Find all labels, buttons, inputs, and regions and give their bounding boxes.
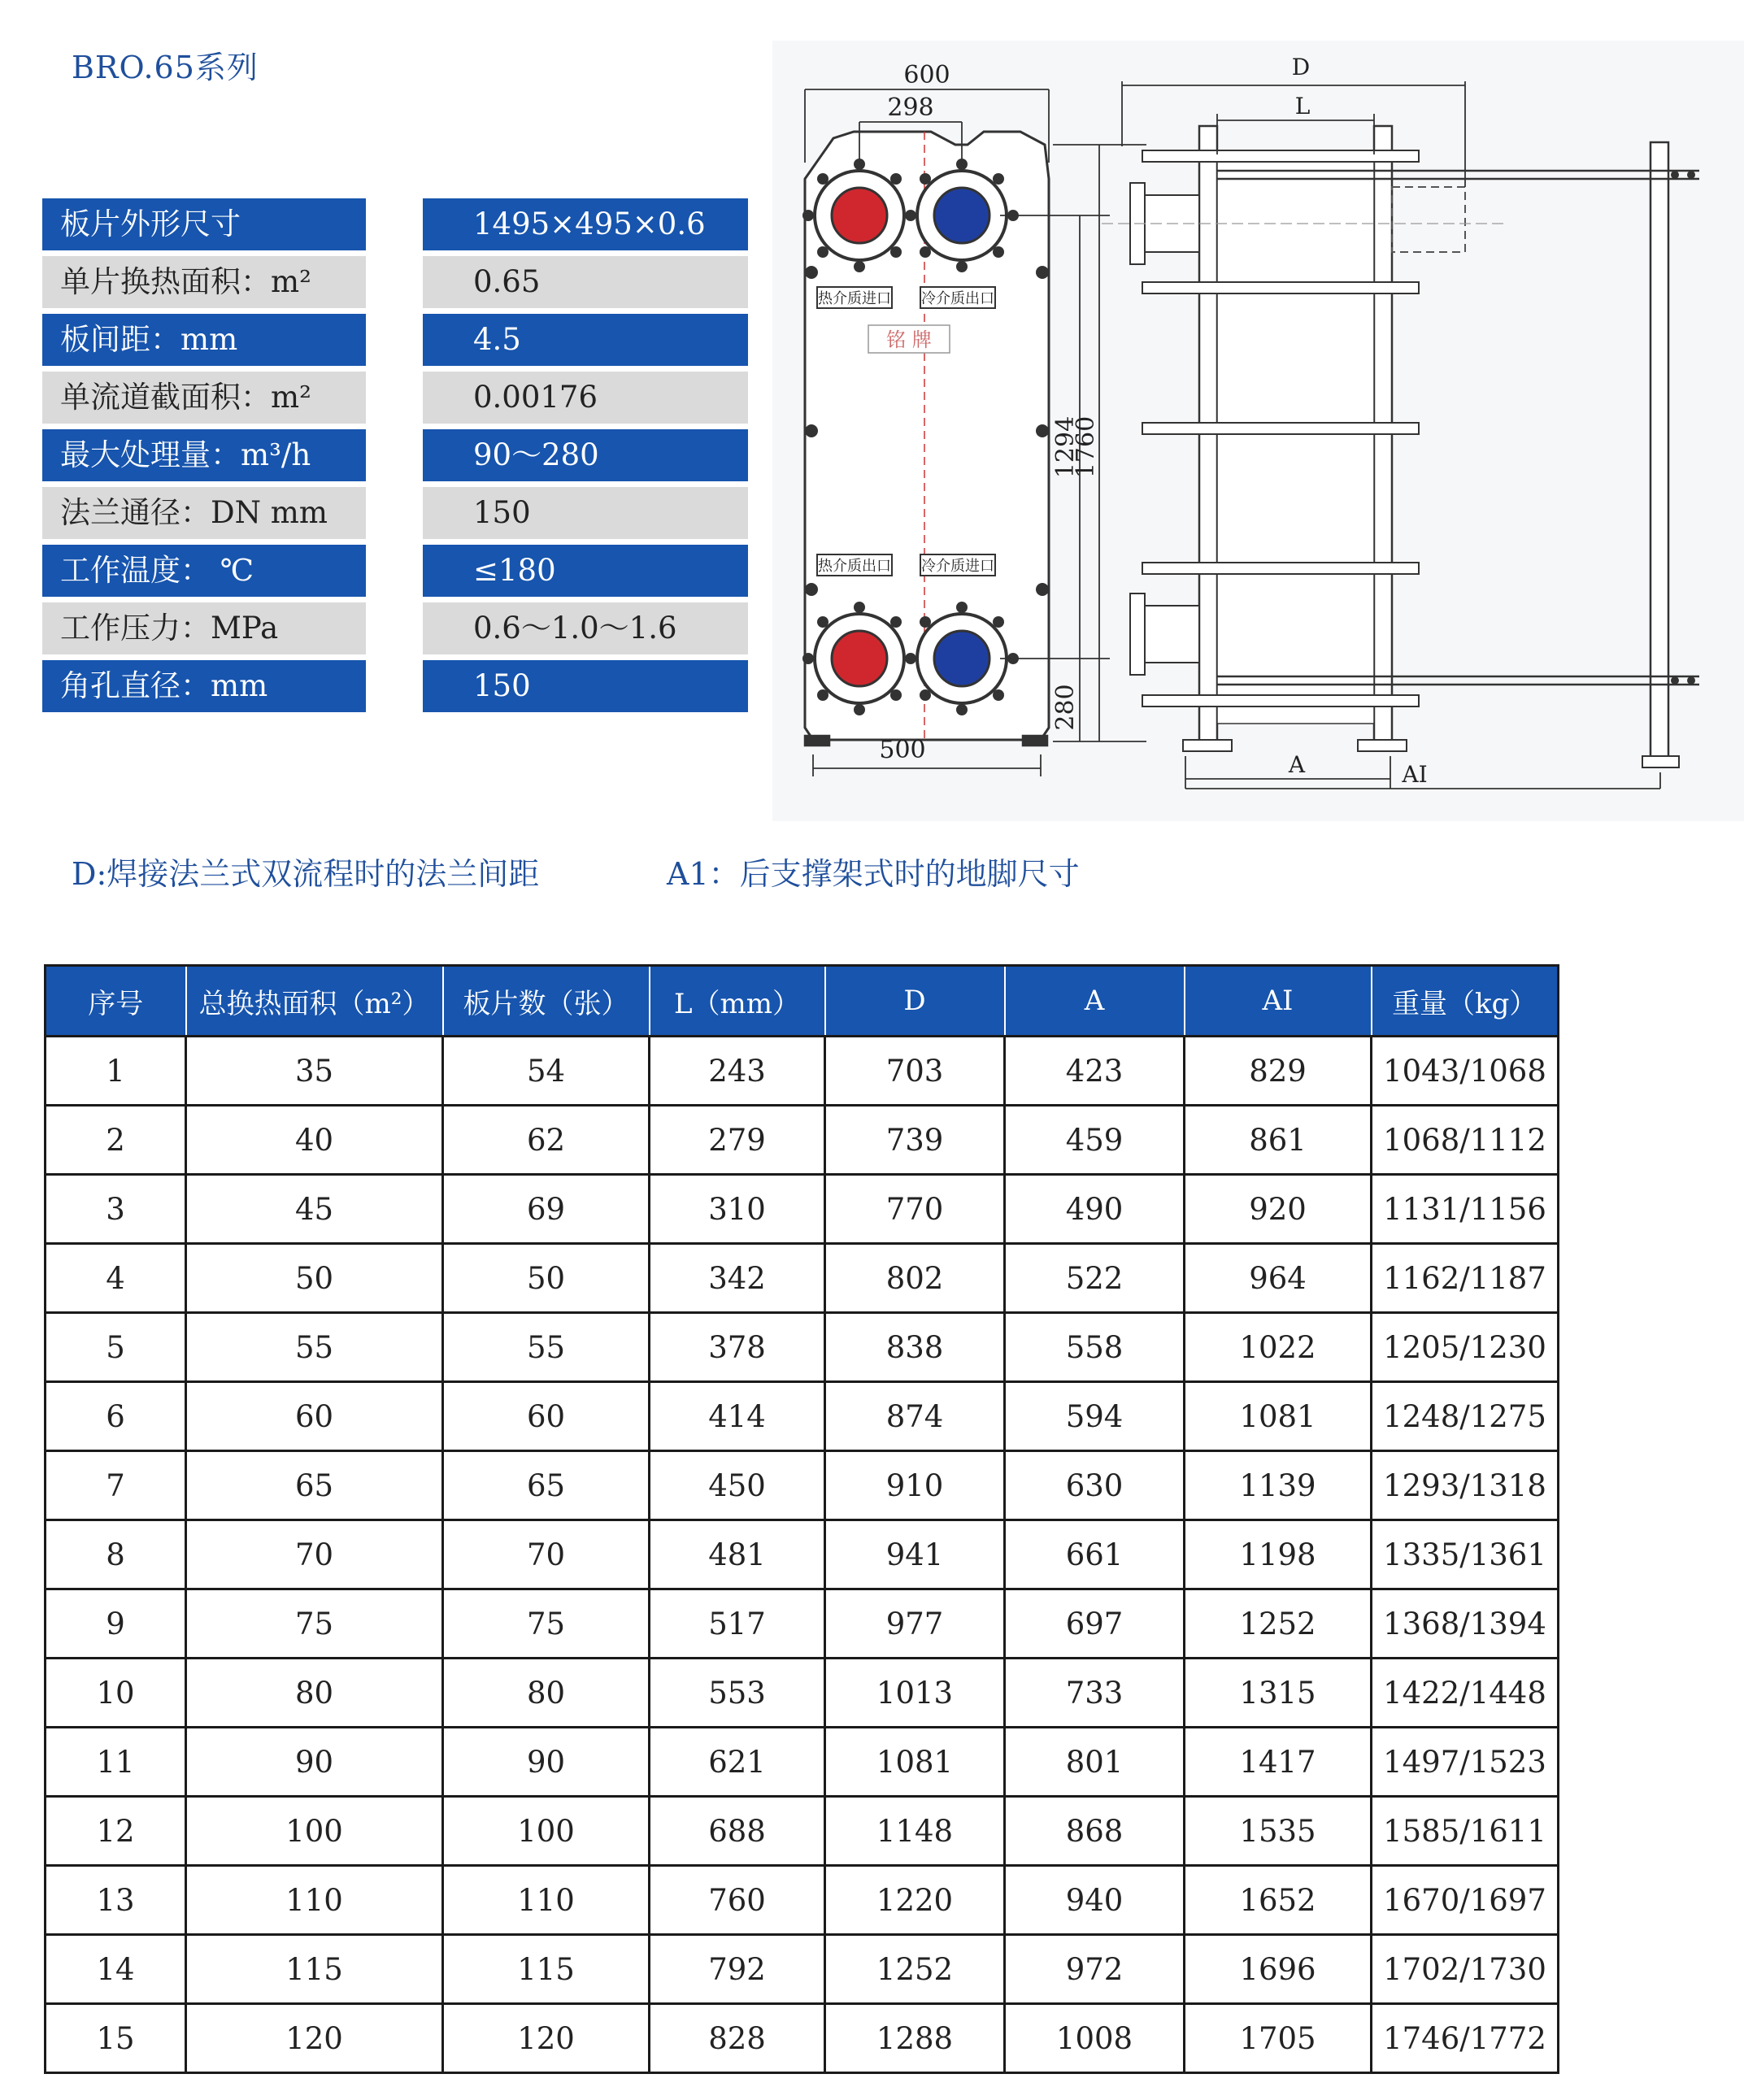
table-cell: 1652 — [1185, 1866, 1372, 1935]
table-cell: 75 — [443, 1589, 650, 1659]
table-cell: 110 — [186, 1866, 443, 1935]
table-cell: 1335/1361 — [1372, 1520, 1559, 1589]
table-body — [46, 1037, 1559, 2073]
table-cell: 69 — [443, 1175, 650, 1244]
label-hot-in: 热介质进口 — [818, 290, 891, 307]
table-cell: 829 — [1185, 1037, 1372, 1106]
spec-value: 1495×495×0.6 — [423, 198, 748, 250]
dim-1294: 1294 — [1051, 415, 1080, 479]
table-row — [46, 1313, 1559, 1382]
table-cell: 1252 — [825, 1935, 1005, 2004]
table-cell: 120 — [443, 2004, 650, 2073]
table-cell: 60 — [443, 1382, 650, 1451]
table-cell: 1068/1112 — [1372, 1106, 1559, 1175]
table-cell: 801 — [1005, 1728, 1185, 1797]
table-cell: 100 — [186, 1797, 443, 1866]
table-cell: 8 — [46, 1520, 186, 1589]
table-cell: 40 — [186, 1106, 443, 1175]
table-cell: 90 — [443, 1728, 650, 1797]
table-cell: 517 — [650, 1589, 825, 1659]
table-cell: 45 — [186, 1175, 443, 1244]
table-cell: 55 — [443, 1313, 650, 1382]
table-cell: 459 — [1005, 1106, 1185, 1175]
table-cell: 13 — [46, 1866, 186, 1935]
table-cell: 60 — [186, 1382, 443, 1451]
table-cell: 423 — [1005, 1037, 1185, 1106]
table-cell: 243 — [650, 1037, 825, 1106]
table-cell: 15 — [46, 2004, 186, 2073]
table-cell: 1417 — [1185, 1728, 1372, 1797]
table-row — [46, 1866, 1559, 1935]
spec-row — [42, 487, 748, 539]
table-cell: 861 — [1185, 1106, 1372, 1175]
table-cell: 910 — [825, 1451, 1005, 1520]
spec-value: 150 — [423, 487, 748, 539]
table-cell: 1205/1230 — [1372, 1313, 1559, 1382]
table-row — [46, 1244, 1559, 1313]
spec-label: 角孔直径：mm — [42, 660, 366, 712]
port-hot-bottom — [802, 602, 916, 715]
spec-value: 90～280 — [423, 429, 748, 481]
header-cell: L（mm） — [650, 966, 825, 1037]
dim-500: 500 — [879, 736, 926, 764]
series-title: BRO.65系列 — [72, 50, 259, 85]
spec-row — [42, 602, 748, 654]
table-cell: 1081 — [825, 1728, 1005, 1797]
spec-row — [42, 256, 748, 308]
spec-label: 工作温度： ℃ — [42, 545, 366, 597]
table-cell: 1013 — [825, 1659, 1005, 1728]
table-cell: 792 — [650, 1935, 825, 2004]
spec-label: 板片外形尺寸 — [42, 198, 366, 250]
table-cell: 378 — [650, 1313, 825, 1382]
nameplate-label: 铭 牌 — [886, 328, 932, 351]
table-cell: 1220 — [825, 1866, 1005, 1935]
table-cell: 1198 — [1185, 1520, 1372, 1589]
dim-A: A — [1288, 751, 1306, 778]
spec-value: 0.6～1.0～1.6 — [423, 602, 748, 654]
spec-row — [42, 660, 748, 712]
table-cell: 310 — [650, 1175, 825, 1244]
table-cell: 1315 — [1185, 1659, 1372, 1728]
table-cell: 3 — [46, 1175, 186, 1244]
table-cell: 964 — [1185, 1244, 1372, 1313]
table-cell: 838 — [825, 1313, 1005, 1382]
spec-label: 工作压力：MPa — [42, 602, 366, 654]
spec-table — [42, 198, 748, 718]
table-row — [46, 1728, 1559, 1797]
table-cell: 703 — [825, 1037, 1005, 1106]
table-cell: 940 — [1005, 1866, 1185, 1935]
table-cell: 802 — [825, 1244, 1005, 1313]
table-cell: 490 — [1005, 1175, 1185, 1244]
table-cell: 553 — [650, 1659, 825, 1728]
dim-D: D — [1291, 54, 1311, 80]
table-cell: 630 — [1005, 1451, 1185, 1520]
spec-label: 板间距：mm — [42, 314, 366, 366]
table-row — [46, 1175, 1559, 1244]
label-hot-out: 热介质出口 — [818, 558, 891, 575]
spec-label: 法兰通径：DN mm — [42, 487, 366, 539]
table-cell: 1585/1611 — [1372, 1797, 1559, 1866]
table-cell: 9 — [46, 1589, 186, 1659]
table-cell: 1746/1772 — [1372, 2004, 1559, 2073]
table-cell: 594 — [1005, 1382, 1185, 1451]
technical-drawing — [772, 41, 1744, 821]
spec-row — [42, 429, 748, 481]
spec-row — [42, 372, 748, 424]
table-cell: 661 — [1005, 1520, 1185, 1589]
table-cell: 1162/1187 — [1372, 1244, 1559, 1313]
spec-label: 最大处理量：m³/h — [42, 429, 366, 481]
dim-L: L — [1294, 93, 1311, 120]
table-cell: 1252 — [1185, 1589, 1372, 1659]
table-cell: 1696 — [1185, 1935, 1372, 2004]
spec-value: 0.00176 — [423, 372, 748, 424]
table-cell: 65 — [186, 1451, 443, 1520]
label-cold-in: 冷介质进口 — [921, 558, 994, 575]
spec-value: 150 — [423, 660, 748, 712]
table-cell: 1535 — [1185, 1797, 1372, 1866]
table-cell: 941 — [825, 1520, 1005, 1589]
table-cell: 70 — [443, 1520, 650, 1589]
header-cell: AI — [1185, 966, 1372, 1037]
table-cell: 1705 — [1185, 2004, 1372, 2073]
table-cell: 80 — [443, 1659, 650, 1728]
table-cell: 62 — [443, 1106, 650, 1175]
table-cell: 920 — [1185, 1175, 1372, 1244]
spec-value: 4.5 — [423, 314, 748, 366]
table-cell: 558 — [1005, 1313, 1185, 1382]
table-cell: 90 — [186, 1728, 443, 1797]
table-cell: 697 — [1005, 1589, 1185, 1659]
table-row — [46, 1106, 1559, 1175]
table-cell: 1702/1730 — [1372, 1935, 1559, 2004]
table-cell: 14 — [46, 1935, 186, 2004]
table-cell: 54 — [443, 1037, 650, 1106]
table-row — [46, 2004, 1559, 2073]
table-cell: 2 — [46, 1106, 186, 1175]
table-row — [46, 1037, 1559, 1106]
spec-value: ≤180 — [423, 545, 748, 597]
header-cell: 重量（kg） — [1372, 966, 1559, 1037]
table-cell: 65 — [443, 1451, 650, 1520]
table-cell: 1422/1448 — [1372, 1659, 1559, 1728]
table-cell: 75 — [186, 1589, 443, 1659]
table-cell: 1148 — [825, 1797, 1005, 1866]
table-cell: 1293/1318 — [1372, 1451, 1559, 1520]
table-cell: 279 — [650, 1106, 825, 1175]
table-cell: 11 — [46, 1728, 186, 1797]
table-cell: 868 — [1005, 1797, 1185, 1866]
table-cell: 342 — [650, 1244, 825, 1313]
table-cell: 522 — [1005, 1244, 1185, 1313]
spec-label: 单流道截面积：m² — [42, 372, 366, 424]
spec-value: 0.65 — [423, 256, 748, 308]
header-cell: 板片数（张） — [443, 966, 650, 1037]
table-row — [46, 1589, 1559, 1659]
table-cell: 1670/1697 — [1372, 1866, 1559, 1935]
table-cell: 110 — [443, 1866, 650, 1935]
table-cell: 115 — [186, 1935, 443, 2004]
dimension-table — [44, 964, 1559, 2074]
table-row — [46, 1451, 1559, 1520]
table-cell: 1 — [46, 1037, 186, 1106]
table-cell: 1368/1394 — [1372, 1589, 1559, 1659]
table-cell: 50 — [186, 1244, 443, 1313]
table-cell: 1497/1523 — [1372, 1728, 1559, 1797]
table-cell: 7 — [46, 1451, 186, 1520]
table-cell: 828 — [650, 2004, 825, 2073]
table-cell: 733 — [1005, 1659, 1185, 1728]
dim-1760: 1760 — [1072, 415, 1100, 479]
table-cell: 6 — [46, 1382, 186, 1451]
dim-280: 280 — [1051, 684, 1080, 731]
table-cell: 1248/1275 — [1372, 1382, 1559, 1451]
dim-600: 600 — [903, 61, 950, 89]
spec-row — [42, 314, 748, 366]
table-cell: 70 — [186, 1520, 443, 1589]
table-row — [46, 1797, 1559, 1866]
table-cell: 115 — [443, 1935, 650, 2004]
table-cell: 35 — [186, 1037, 443, 1106]
table-row — [46, 1382, 1559, 1451]
table-cell: 1081 — [1185, 1382, 1372, 1451]
table-header-row — [46, 966, 1559, 1037]
table-cell: 10 — [46, 1659, 186, 1728]
table-cell: 1131/1156 — [1372, 1175, 1559, 1244]
header-cell: A — [1005, 966, 1185, 1037]
dim-298: 298 — [887, 93, 934, 122]
table-cell: 450 — [650, 1451, 825, 1520]
table-cell: 770 — [825, 1175, 1005, 1244]
table-cell: 760 — [650, 1866, 825, 1935]
table-cell: 688 — [650, 1797, 825, 1866]
table-cell: 100 — [443, 1797, 650, 1866]
table-cell: 739 — [825, 1106, 1005, 1175]
table-cell: 1008 — [1005, 2004, 1185, 2073]
table-cell: 55 — [186, 1313, 443, 1382]
table-cell: 621 — [650, 1728, 825, 1797]
table-cell: 1288 — [825, 2004, 1005, 2073]
spec-row — [42, 545, 748, 597]
table-cell: 1022 — [1185, 1313, 1372, 1382]
table-cell: 481 — [650, 1520, 825, 1589]
table-cell: 120 — [186, 2004, 443, 2073]
note-d: D:焊接法兰式双流程时的法兰间距 — [72, 856, 540, 892]
table-cell: 1043/1068 — [1372, 1037, 1559, 1106]
table-cell: 50 — [443, 1244, 650, 1313]
port-hot-top — [802, 159, 916, 272]
header-cell: D — [825, 966, 1005, 1037]
table-cell: 414 — [650, 1382, 825, 1451]
table-row — [46, 1935, 1559, 2004]
table-cell: 4 — [46, 1244, 186, 1313]
table-cell: 972 — [1005, 1935, 1185, 2004]
table-cell: 12 — [46, 1797, 186, 1866]
table-cell: 1139 — [1185, 1451, 1372, 1520]
table-row — [46, 1520, 1559, 1589]
table-cell: 80 — [186, 1659, 443, 1728]
header-cell: 总换热面积（m²） — [186, 966, 443, 1037]
table-cell: 977 — [825, 1589, 1005, 1659]
table-cell: 874 — [825, 1382, 1005, 1451]
table-row — [46, 1659, 1559, 1728]
note-a1: A1：后支撑架式时的地脚尺寸 — [667, 856, 1080, 892]
spec-label: 单片换热面积：m² — [42, 256, 366, 308]
table-cell: 5 — [46, 1313, 186, 1382]
spec-row — [42, 198, 748, 250]
header-cell: 序号 — [46, 966, 186, 1037]
label-cold-out: 冷介质出口 — [921, 290, 994, 307]
dim-AI: AI — [1402, 761, 1428, 788]
